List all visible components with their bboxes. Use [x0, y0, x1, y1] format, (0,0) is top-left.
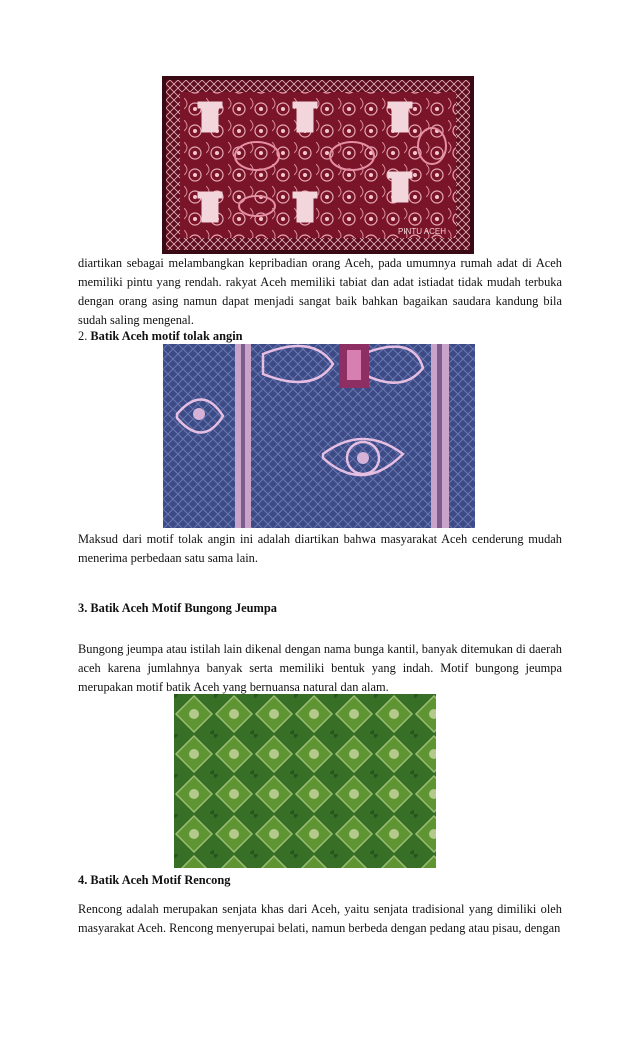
batik-bungong-jeumpa-artwork — [174, 694, 436, 868]
heading-rencong: 4. Batik Aceh Motif Rencong — [78, 873, 231, 887]
heading-tolak-angin-number: 2. — [78, 329, 88, 343]
paragraph-pintu-aceh: diartikan sebagai melambangkan kepribadian orang Aceh, pada umumnya rumah adat di Aceh memiliki pintu yang rendah. rakyat Aceh memiliki tabiat dan adat istiadat tidak mudah terbuka dengan orang asing namun dapat menjadi sangat baik bahkan bagaikan saudara kandung bila sudah saling mengenal. — [78, 256, 562, 327]
batik-pintu-aceh-artwork — [162, 76, 474, 254]
paragraph-rencong: Rencong adalah merupakan senjata khas dari Aceh, yaitu senjata tradisional yang dimiliki oleh masyarakat Aceh. Rencong menyerupai belati, namun berbeda dengan pedang atau pisau, dengan — [78, 902, 562, 935]
heading-tolak-angin — [78, 329, 243, 344]
heading-bungong-jeumpa: 3. Batik Aceh Motif Bungong Jeumpa — [78, 601, 277, 615]
batik-pintu-aceh-image — [162, 76, 474, 254]
paragraph-bungong-jeumpa: Bungong jeumpa atau istilah lain dikenal dengan nama bunga kantil, banyak ditemukan di daerah aceh karena jumlahnya banyak serta memiliki bentuk yang indah. Motif bungong jeumpa merupakan motif batik Aceh yang bernuansa natural dan alam. — [78, 642, 562, 694]
heading-tolak-angin-title: Batik Aceh motif tolak angin — [90, 329, 243, 343]
batik-bungong-jeumpa-image — [174, 694, 436, 868]
paragraph-tolak-angin: Maksud dari motif tolak angin ini adalah diartikan bahwa masyarakat Aceh cenderung mudah menerima perbedaan satu sama lain. — [78, 532, 562, 565]
batik-tolak-angin-image — [163, 344, 475, 528]
batik-caption: PINTU ACEH — [398, 227, 447, 236]
batik-tolak-angin-artwork — [163, 344, 475, 528]
